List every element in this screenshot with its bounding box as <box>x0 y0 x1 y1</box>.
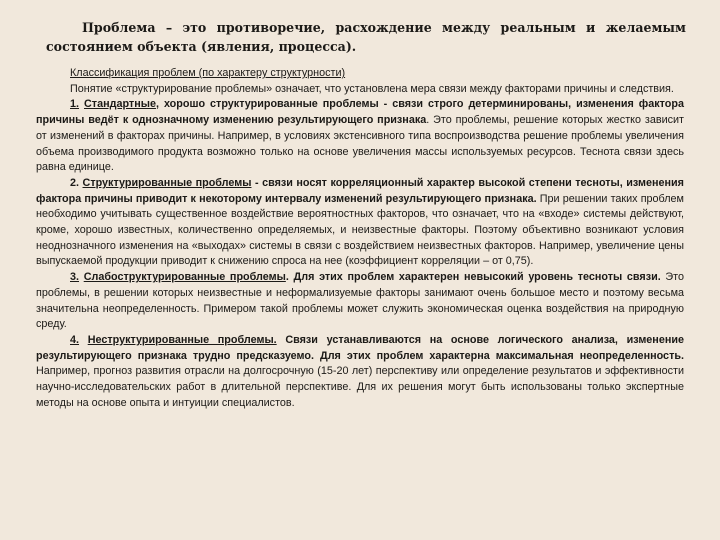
item-lead: , хорошо структурированные проблемы - связи строго детерминированы, изменения фактора причины ведёт к однозначному изменению результирующего признака <box>36 98 684 127</box>
title-line-2: состоянием объекта (явления, процесса). <box>46 39 357 54</box>
page-title <box>46 18 686 56</box>
item-text: . Это проблемы, решение которых жестко зависит от изменений в факторах причины. Например, в условиях экстенсивного типа воспроизводства решение проблемы увеличения объема производимого продукта возможно только на основе увеличения массы используемых ресурсов. Теснота связи здесь равна единице. <box>36 114 684 174</box>
item-text: При решении таких проблем необходимо учитывать существенное воздействие вероятностных факторов, что означает, что на «входе» системы действуют, кроме, хорошо известных, количественно определяемых, и неизвестные факторы. Поэтому объективно возникают условия неоднозначного изменения на «выходах» системы в связи с воздействием неизвестных факторов. Например, увеличение цены выпускаемой продукции приводит к снижению спроса на нее (коэффициент корреляции – от 0,75). <box>36 192 684 268</box>
item-lead: - связи носят корреляционный характер высокой степени тесноты, изменения фактора причины приводит к некоторому интервалу изменений результирующего признака. <box>36 176 684 205</box>
classification-heading: Классификация проблем (по характеру структурности) <box>70 67 346 79</box>
item-number: 3. <box>70 271 80 284</box>
item-number: 2. <box>70 176 80 189</box>
item-name: Структурированные проблемы <box>82 176 252 189</box>
item-name: Стандартные <box>84 98 156 111</box>
list-item <box>36 176 684 270</box>
item-text: Например, прогноз развития отрасли на долгосрочную (15-20 лет) перспективу или определение результатов и эффективности научно-исследовательских работ в длительной перспективе. Для их решения могут быть использованы только экспертные методы на основе опыта и интуиции специалистов. <box>36 365 684 409</box>
title-line-1: Проблема – это противоречие, расхождение между реальным и желаемым <box>82 20 686 35</box>
item-name: Неструктурированные проблемы. <box>87 333 277 346</box>
item-text: Это проблемы, в решении которых неизвестные и неформализуемые факторы занимают очень большое место и поэтому весьма значительна неопределенность. Примером такой проблемы может служить экономическая оценка воздействия на природную среду. <box>36 271 685 331</box>
item-number: 4. <box>70 333 80 346</box>
intro-paragraph: Понятие «структурирование проблемы» означает, что установлена мера связи между факторами причины и следствия. <box>70 82 674 95</box>
document-body <box>36 66 684 411</box>
item-number: 1. <box>70 98 80 111</box>
item-lead: . Для этих проблем характерен невысокий уровень тесноты связи. <box>285 271 661 284</box>
list-item <box>36 333 684 412</box>
item-lead: Связи устанавливаются на основе логического анализа, изменение результирующего признака трудно предсказуемо. Для этих проблем характерна максимальная неопределенность. <box>36 333 684 362</box>
list-item <box>36 97 684 176</box>
list-item <box>36 270 684 333</box>
item-name: Слабоструктурированные проблемы <box>83 271 286 284</box>
